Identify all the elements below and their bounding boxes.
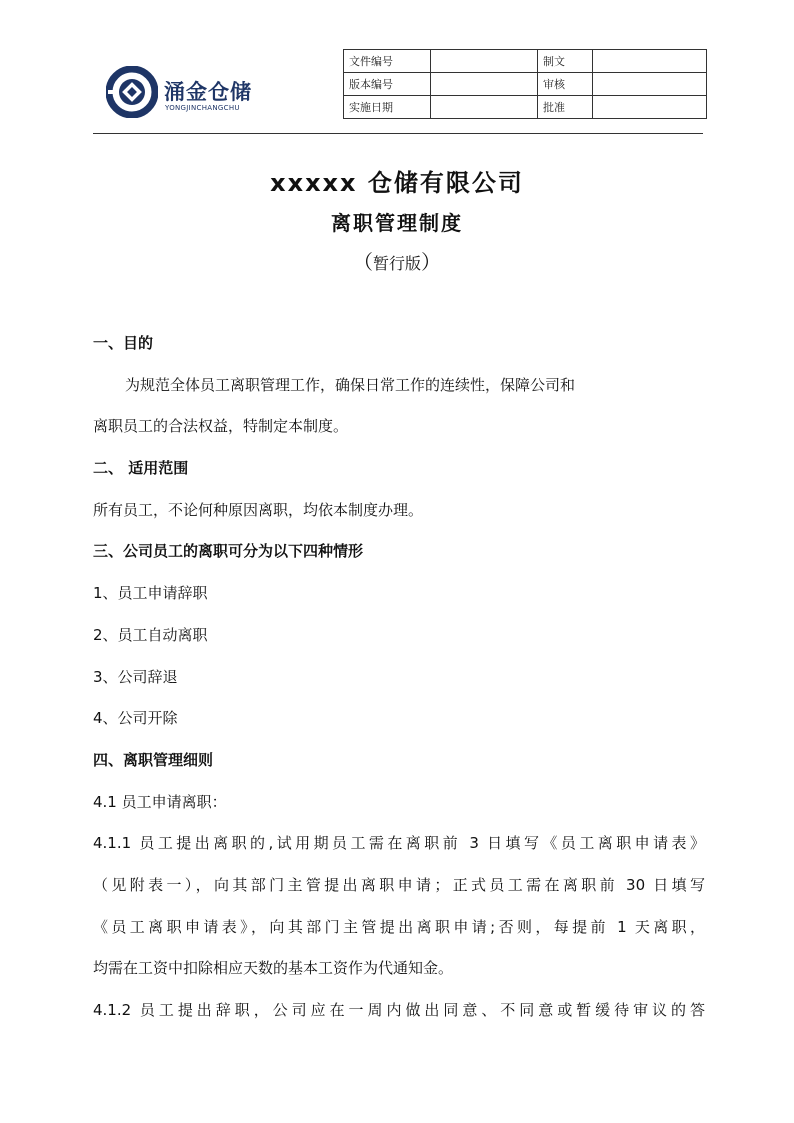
company-logo — [106, 66, 266, 122]
section-heading-types: 三、公司员工的离职可分为以下四种情形 — [93, 542, 364, 561]
table-row — [344, 73, 707, 96]
paragraph-line: （见附表一），向其部门主管提出离职申请；正式员工需在离职前 30 日填写 — [93, 875, 705, 894]
section-heading-purpose: 一、目的 — [93, 334, 154, 352]
subsection-heading: 4.1 员工申请离职： — [93, 792, 227, 811]
list-item: 2、员工自动离职 — [93, 625, 208, 644]
table-cell — [593, 73, 707, 96]
company-title: xxxxx 仓储有限公司 — [270, 169, 524, 197]
paragraph-line: 4.1.1 员工提出离职的,试用期员工需在离职前 3 日填写《员工离职申请表》 — [93, 834, 705, 853]
page-header — [0, 0, 794, 140]
table-cell — [593, 96, 707, 119]
table-cell — [593, 50, 707, 73]
table-cell — [431, 73, 538, 96]
table-row — [344, 96, 707, 119]
table-cell: 制文 — [538, 50, 593, 73]
paren-close: ） — [421, 250, 441, 274]
paragraph-line: 为规范全体员工离职管理工作，确保日常工作的连续性，保障公司和 — [125, 375, 576, 394]
logo-name-cn: 涌金仓储 — [164, 80, 252, 104]
table-cell: 实施日期 — [344, 96, 431, 119]
list-item: 4、公司开除 — [93, 709, 178, 728]
table-cell: 版本编号 — [344, 73, 431, 96]
table-cell: 审核 — [538, 73, 593, 96]
paren-open: （ — [352, 250, 373, 274]
paragraph-line: 4.1.2 员工提出辞职，公司应在一周内做出同意、不同意或暂缓待审议的答 — [93, 1001, 705, 1019]
version-text: 暂行版 — [372, 254, 421, 273]
table-cell — [431, 96, 538, 119]
header-divider — [93, 133, 703, 134]
table-cell: 文件编号 — [344, 50, 431, 73]
table-cell — [431, 50, 538, 73]
document-control-table — [343, 49, 707, 119]
paragraph-line: 《员工离职申请表》，向其部门主管提出离职申请;否则，每提前 1 天离职， — [93, 917, 705, 936]
paragraph-line: 离职员工的合法权益，特制定本制度。 — [93, 417, 349, 436]
table-cell: 批准 — [538, 96, 593, 119]
list-item: 1、员工申请辞职 — [93, 584, 208, 603]
document-body — [93, 329, 705, 1038]
logo-name-en: YONGJINCHANGCHU — [165, 104, 240, 112]
section-heading-scope: 二、 适用范围 — [93, 459, 189, 478]
paragraph-line: 所有员工，不论何种原因离职，均依本制度办理。 — [93, 500, 424, 519]
section-heading-rules: 四、离职管理细则 — [93, 750, 214, 769]
version-label — [0, 246, 794, 275]
paragraph-line: 均需在工资中扣除相应天数的基本工资作为代通知金。 — [93, 959, 454, 978]
document-title: 离职管理制度 — [331, 211, 463, 235]
table-row — [344, 50, 707, 73]
list-item: 3、公司辞退 — [93, 667, 178, 686]
logo-emblem-icon — [106, 66, 158, 118]
